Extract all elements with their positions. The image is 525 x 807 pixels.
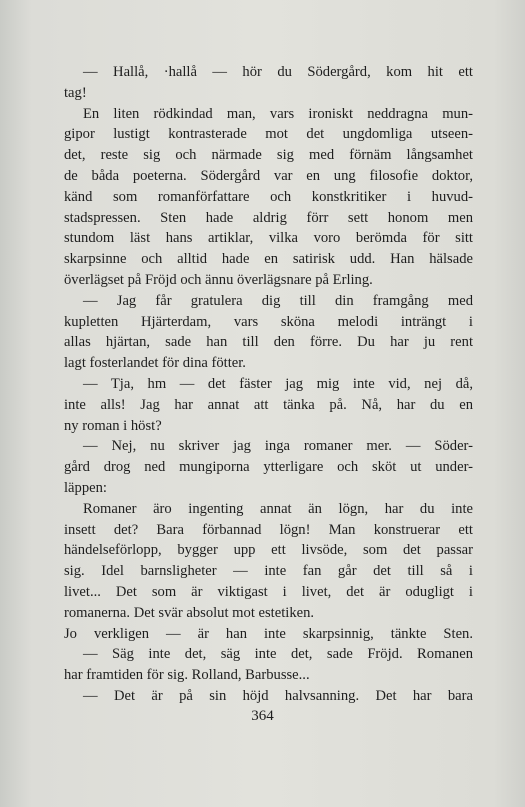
text-line: — Tja, hm — det fäster jag mig inte vid, nej då, [83, 375, 473, 392]
text-line: stundom läst hans artiklar, vilka voro berömda för sitt [64, 230, 473, 247]
text-line: de båda poeterna. Södergård var en ung filosofie doktor, [64, 167, 473, 184]
text-line: Jo verkligen — är han inte skarpsinnig, tänkte Sten. [64, 625, 473, 642]
text-line: gipor lustigt kontrasterade mot det ungdomliga utseen- [64, 126, 473, 143]
text-line: tag! [64, 84, 87, 101]
text-line: lagt fosterlandet för dina fötter. [64, 355, 246, 372]
text-line: läppen: [64, 479, 107, 496]
text-line: har framtiden för sig. Rolland, Barbusse... [64, 667, 310, 684]
text-line: sig. Idel barnsligheter — inte fan går det till så i [64, 563, 473, 580]
text-line: skarpsinne och alltid hade en satirisk udd. Han hälsade [64, 251, 473, 268]
text-line: händelseförlopp, bygger upp ett livsöde, som det passar [64, 542, 473, 559]
text-line: — Säg inte det, säg inte det, sade Fröjd. Romanen [83, 646, 473, 663]
text-line: romanerna. Det svär absolut mot estetiken. [64, 604, 315, 621]
text-line: allas hjärtan, sade han till den förre. Du har ju rent [64, 334, 473, 351]
text-line: överlägset på Fröjd och ännu överlägsnare på Erling. [64, 271, 373, 288]
text-line: kupletten Hjärterdam, vars sköna melodi inträngt i [64, 313, 473, 330]
body-text [64, 62, 473, 707]
text-line: gård drog ned mungiporna ytterligare och sköt ut under- [64, 459, 473, 476]
text-line: — Hallå, ·hallå — hör du Södergård, kom hit ett [83, 64, 473, 80]
text-line: — Jag får gratulera dig till din framgång med [83, 292, 473, 309]
page-number: 364 [251, 708, 274, 724]
text-line: stadspressen. Sten hade aldrig förr sett honom men [64, 209, 473, 226]
text-line: — Det är på sin höjd halvsanning. Det har bara [83, 687, 473, 704]
text-line: ny roman i höst? [64, 417, 162, 434]
text-line: En liten rödkindad man, vars ironiskt neddragna mun- [83, 105, 473, 122]
text-line: känd som romanförfattare och konstkritiker i huvud- [64, 188, 473, 205]
text-line: — Nej, nu skriver jag inga romaner mer. — Söder- [83, 438, 473, 455]
text-line: Romaner äro ingenting annat än lögn, har du inte [83, 500, 473, 517]
text-line: det, reste sig och närmade sig med förnäm långsamhet [64, 147, 473, 164]
text-line: livet... Det som är viktigast i livet, det är odugligt i [64, 583, 473, 600]
text-line: insett det? Bara förbannad lögn! Man konstruerar ett [64, 521, 473, 538]
text-line: inte alls! Jag har annat att tänka på. Nå, har du en [64, 396, 473, 413]
